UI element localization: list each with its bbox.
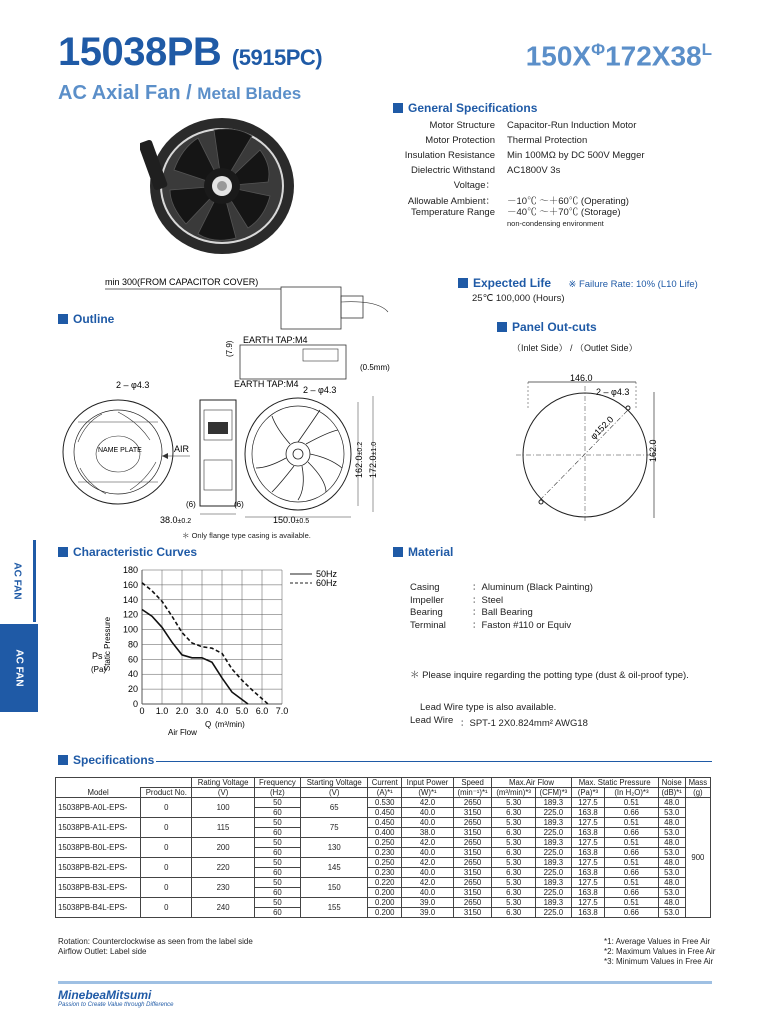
legend-60hz-label: 60Hz xyxy=(316,578,338,588)
cell-model: 15038PB-A1L-EPS- xyxy=(56,818,141,838)
y-tick-label: 160 xyxy=(122,579,138,590)
series-line-60Hz xyxy=(142,583,268,704)
spec-row: Motor Structure Capacitor-Run Induction Motor xyxy=(429,120,637,131)
cutout-width-label: 146.0 xyxy=(570,373,593,383)
spec-row: Insulation Resistance Min 100MΩ by DC 500V Megger xyxy=(404,150,645,161)
cell-value: 0.51 xyxy=(605,818,658,828)
air-label: AIR xyxy=(174,444,190,454)
cell-rating-voltage: 220 xyxy=(192,858,254,878)
y-tick-label: 180 xyxy=(122,565,138,575)
cell-frequency: 60 xyxy=(254,908,300,918)
cell-value: 225.0 xyxy=(536,888,572,898)
table-row xyxy=(56,798,711,808)
lead-min-label: min 300(FROM CAPACITOR COVER) xyxy=(105,277,259,287)
specifications-heading: Specifications xyxy=(58,753,154,767)
cell-value: 39.0 xyxy=(402,908,454,918)
material-heading: Material xyxy=(393,545,453,559)
cell-value: 2650 xyxy=(453,798,491,808)
x-tick-label: 7.0 xyxy=(275,706,289,716)
side-tab-label-b: AC FAN xyxy=(13,649,25,687)
x-tick-label: 2.0 xyxy=(175,706,189,716)
cell-value: 48.0 xyxy=(658,818,685,828)
airflow-note: Airflow Outlet: Label side xyxy=(58,947,147,956)
unit-db: (dB)*¹ xyxy=(658,788,685,798)
material-row: Impeller ：Steel xyxy=(410,594,504,606)
expected-life-heading: Expected Life ※ Failure Rate: 10% (L10 Life) xyxy=(458,276,698,290)
dim-162: 162.0±0.2 xyxy=(354,441,364,478)
earth-tap-2: EARTH TAP:M4 xyxy=(234,379,299,389)
cell-value: 53.0 xyxy=(658,848,685,858)
cell-product-no: 0 xyxy=(141,858,192,878)
cell-starting-voltage: 130 xyxy=(301,838,368,858)
th-input-power: Input Power xyxy=(402,778,454,788)
cell-value: 3150 xyxy=(453,888,491,898)
th-rating-voltage: Rating Voltage xyxy=(192,778,254,788)
cell-value: 0.51 xyxy=(605,858,658,868)
series-line-50Hz xyxy=(142,610,248,705)
cell-value: 127.5 xyxy=(571,898,605,908)
specifications-table xyxy=(55,777,711,918)
cell-value: 0.450 xyxy=(368,818,402,828)
cell-value: 40.0 xyxy=(402,888,454,898)
cell-value: 48.0 xyxy=(658,858,685,868)
cell-value: 127.5 xyxy=(571,818,605,828)
unit-cfm: (CFM)*³ xyxy=(536,788,572,798)
earth-tap-1: EARTH TAP:M4 xyxy=(243,335,308,345)
cell-value: 48.0 xyxy=(658,878,685,888)
cell-product-no: 0 xyxy=(141,818,192,838)
cell-model: 15038PB-B4L-EPS- xyxy=(56,898,141,918)
dim-172: 172.0±1.0 xyxy=(368,441,378,478)
dim-6-a: (6) xyxy=(186,500,196,509)
cell-value: 127.5 xyxy=(571,798,605,808)
y-tick-label: 120 xyxy=(122,609,138,620)
potting-note: ＊ Please inquire regarding the potting type (dust & oil-proof type). xyxy=(410,670,689,681)
cell-value: 0.51 xyxy=(605,838,658,848)
cell-value: 189.3 xyxy=(536,898,572,908)
cell-value: 0.51 xyxy=(605,878,658,888)
x-unit-label: (m³/min) xyxy=(215,720,245,729)
cell-rating-voltage: 115 xyxy=(192,818,254,838)
unit-inh2o: (In H₂O)*³ xyxy=(605,788,658,798)
cell-value: 5.30 xyxy=(492,798,536,808)
th-frequency: Frequency xyxy=(254,778,300,788)
cell-value: 6.30 xyxy=(492,828,536,838)
chart-grid xyxy=(142,570,282,704)
table-row xyxy=(56,838,711,848)
cell-starting-voltage: 75 xyxy=(301,818,368,838)
outline-heading: Outline xyxy=(58,312,114,326)
cell-frequency: 60 xyxy=(254,828,300,838)
cell-value: 0.66 xyxy=(605,888,658,898)
cell-value: 6.30 xyxy=(492,848,536,858)
subtitle-blades: Metal Blades xyxy=(197,84,302,103)
cell-value: 5.30 xyxy=(492,898,536,908)
panel-cutout-drawing xyxy=(508,370,668,530)
company-logo: MinebeaMitsumi xyxy=(58,988,152,1002)
th-starting-voltage: Starting Voltage xyxy=(301,778,368,788)
cell-value: 189.3 xyxy=(536,798,572,808)
cell-value: 225.0 xyxy=(536,808,572,818)
cell-value: 53.0 xyxy=(658,888,685,898)
cell-value: 163.8 xyxy=(571,908,605,918)
ps-label: Ps xyxy=(92,651,103,661)
cell-value: 5.30 xyxy=(492,878,536,888)
dim-7-9: (7.9) xyxy=(225,340,234,357)
cell-value: 0.66 xyxy=(605,868,658,878)
cell-value: 40.0 xyxy=(402,848,454,858)
th-mass: Mass xyxy=(685,778,710,788)
cell-value: 48.0 xyxy=(658,838,685,848)
th-max-static: Max. Static Pressure xyxy=(571,778,658,788)
panel-outcuts-heading: Panel Out-cuts xyxy=(497,320,597,334)
material-row: Terminal ：Faston #110 or Equiv xyxy=(410,619,572,631)
dim-6-b: (6) xyxy=(234,500,244,509)
spec-row-temp: Allowable Ambient： Temperature Range －10℃ ～＋60℃ (Operating) －40℃ ～＋70℃ (Storage) non-condensing environment xyxy=(407,196,629,228)
cell-value: 0.230 xyxy=(368,868,402,878)
cell-value: 0.66 xyxy=(605,908,658,918)
unit-m3: (m³/min)*³ xyxy=(492,788,536,798)
expected-life-value: 25℃ 100,000 (Hours) xyxy=(472,293,565,304)
cell-value: 0.66 xyxy=(605,828,658,838)
cell-value: 0.450 xyxy=(368,808,402,818)
cell-value: 127.5 xyxy=(571,878,605,888)
cell-rating-voltage: 100 xyxy=(192,798,254,818)
alt-model-number: (5915PC) xyxy=(231,45,323,70)
unit-pa: (Pa)*³ xyxy=(571,788,605,798)
cell-value: 0.200 xyxy=(368,908,402,918)
cell-value: 48.0 xyxy=(658,798,685,808)
characteristic-heading: Characteristic Curves xyxy=(58,545,197,559)
cell-model: 15038PB-A0L-EPS- xyxy=(56,798,141,818)
material-row: Casing ：Aluminum (Black Painting) xyxy=(410,582,593,593)
cell-mass: 900 xyxy=(685,798,710,918)
page-title xyxy=(58,30,322,75)
th-noise: Noise xyxy=(658,778,685,788)
cell-value: 3150 xyxy=(453,868,491,878)
spec-heading-rule xyxy=(156,761,712,762)
lead-wire-row xyxy=(410,715,588,729)
table-row xyxy=(56,898,711,908)
cell-value: 53.0 xyxy=(658,868,685,878)
cell-value: 225.0 xyxy=(536,848,572,858)
cell-frequency: 60 xyxy=(254,888,300,898)
cell-value: 189.3 xyxy=(536,878,572,888)
th-speed: Speed xyxy=(453,778,491,788)
unit-speed: (min⁻¹)*¹ xyxy=(453,788,491,798)
cell-value: 0.66 xyxy=(605,808,658,818)
y-tick-label: 40 xyxy=(127,669,138,680)
footnote-3: *3: Minimum Values in Free Air xyxy=(604,957,714,966)
cell-rating-voltage: 240 xyxy=(192,898,254,918)
legend-50hz-label: 50Hz xyxy=(316,569,338,579)
general-specs-heading: General Specifications xyxy=(393,101,537,115)
cell-model: 15038PB-B0L-EPS- xyxy=(56,838,141,858)
cell-value: 39.0 xyxy=(402,898,454,908)
x-tick-label: 3.0 xyxy=(195,706,209,716)
cell-value: 2650 xyxy=(453,878,491,888)
footer-rule xyxy=(58,981,712,984)
cell-frequency: 50 xyxy=(254,858,300,868)
cell-value: 0.51 xyxy=(605,898,658,908)
cell-value: 2650 xyxy=(453,838,491,848)
th-current: Current xyxy=(368,778,402,788)
dim-part-1: 150X xyxy=(525,40,592,72)
y-tick-label: 0 xyxy=(132,699,138,709)
cell-value: 6.30 xyxy=(492,808,536,818)
cell-value: 0.250 xyxy=(368,858,402,868)
th-max-air-flow: Max.Air Flow xyxy=(492,778,571,788)
cell-value: 3150 xyxy=(453,808,491,818)
y-tick-label: 60 xyxy=(127,654,138,665)
y-tick-label: 80 xyxy=(127,639,138,650)
footnotes-right xyxy=(604,937,715,967)
cell-value: 48.0 xyxy=(658,898,685,908)
holes-left-label: 2 – φ4.3 xyxy=(116,380,150,390)
unit-hz: (Hz) xyxy=(254,788,300,798)
cell-starting-voltage: 65 xyxy=(301,798,368,818)
cell-value: 0.400 xyxy=(368,828,402,838)
cutout-holes-label: 2 – φ4.3 xyxy=(596,387,630,397)
cell-value: 163.8 xyxy=(571,888,605,898)
unit-v: (V) xyxy=(192,788,254,798)
side-tab-ac-fan-active[interactable] xyxy=(0,624,38,712)
x-tick-label: 4.0 xyxy=(215,706,229,716)
cell-value: 38.0 xyxy=(402,828,454,838)
x-tick-label: 0 xyxy=(139,706,145,716)
cell-frequency: 60 xyxy=(254,808,300,818)
lead-wire-available: Lead Wire type is also available. xyxy=(420,702,557,713)
cell-model: 15038PB-B2L-EPS- xyxy=(56,858,141,878)
fan-photo xyxy=(140,110,300,260)
footnote-1: *1: Average Values in Free Air xyxy=(604,937,710,946)
cell-value: 0.250 xyxy=(368,838,402,848)
dim-phi: Φ xyxy=(591,40,606,59)
cell-value: 189.3 xyxy=(536,838,572,848)
panel-outcuts-sub: （Inlet Side） / （Outlet Side） xyxy=(512,343,638,353)
cell-frequency: 50 xyxy=(254,838,300,848)
cell-model: 15038PB-B3L-EPS- xyxy=(56,878,141,898)
cell-value: 0.200 xyxy=(368,898,402,908)
y-axis-label: Static Pressure xyxy=(103,616,112,672)
lead-wire-value: ：SPT-1 2X0.824mm² AWG18 xyxy=(460,718,588,729)
dim-part-2: 172X38 xyxy=(605,40,702,72)
cell-value: 225.0 xyxy=(536,908,572,918)
cell-value: 2650 xyxy=(453,818,491,828)
cell-rating-voltage: 230 xyxy=(192,878,254,898)
cell-frequency: 50 xyxy=(254,898,300,908)
side-tab-ac-fan[interactable] xyxy=(0,540,36,622)
cell-value: 3150 xyxy=(453,848,491,858)
cell-value: 0.230 xyxy=(368,848,402,858)
cell-value: 163.8 xyxy=(571,848,605,858)
cell-value: 127.5 xyxy=(571,838,605,848)
unit-sv: (V) xyxy=(301,788,368,798)
q-label: Q xyxy=(205,720,212,729)
table-row xyxy=(56,878,711,888)
cell-value: 3150 xyxy=(453,908,491,918)
dim-150: 150.0±0.5 xyxy=(273,515,310,525)
cell-product-no: 0 xyxy=(141,898,192,918)
cell-frequency: 50 xyxy=(254,798,300,808)
cell-value: 5.30 xyxy=(492,818,536,828)
y-tick-label: 100 xyxy=(122,624,138,635)
cell-value: 6.30 xyxy=(492,868,536,878)
cell-value: 42.0 xyxy=(402,858,454,868)
material-table xyxy=(410,582,593,632)
rotation-note: Rotation: Counterclockwise as seen from the label side xyxy=(58,937,253,946)
cell-value: 42.0 xyxy=(402,878,454,888)
cell-value: 42.0 xyxy=(402,838,454,848)
cell-value: 0.200 xyxy=(368,888,402,898)
side-tab-label-a: AC FAN xyxy=(11,562,22,600)
cell-value: 53.0 xyxy=(658,808,685,818)
table-row xyxy=(56,858,711,868)
cell-value: 40.0 xyxy=(402,818,454,828)
cutout-height-label: 162.0 xyxy=(648,439,658,462)
unit-w: (W)*¹ xyxy=(402,788,454,798)
cell-value: 0.66 xyxy=(605,848,658,858)
th-model-label: Model xyxy=(56,788,141,798)
spec-row: Motor Protection Thermal Protection xyxy=(425,135,588,146)
cell-value: 53.0 xyxy=(658,828,685,838)
cell-frequency: 60 xyxy=(254,868,300,878)
characteristic-chart xyxy=(58,562,358,742)
cell-product-no: 0 xyxy=(141,878,192,898)
x-tick-label: 6.0 xyxy=(255,706,269,716)
cell-value: 2650 xyxy=(453,898,491,908)
cell-starting-voltage: 145 xyxy=(301,858,368,878)
cell-product-no: 0 xyxy=(141,838,192,858)
cell-value: 5.30 xyxy=(492,838,536,848)
cell-value: 40.0 xyxy=(402,808,454,818)
cell-value: 0.220 xyxy=(368,878,402,888)
cell-value: 225.0 xyxy=(536,868,572,878)
y-tick-label: 140 xyxy=(122,594,138,605)
cell-value: 53.0 xyxy=(658,908,685,918)
pa-label: (Pa) xyxy=(91,665,107,674)
subtitle-main: AC Axial Fan / xyxy=(58,82,192,104)
model-number: 15038PB xyxy=(58,30,222,74)
cell-frequency: 60 xyxy=(254,848,300,858)
cell-value: 0.51 xyxy=(605,798,658,808)
footnote-2: *2: Maximum Values in Free Air xyxy=(604,947,716,956)
x-tick-label: 1.0 xyxy=(155,706,169,716)
general-specs-table xyxy=(392,118,727,229)
cell-value: 5.30 xyxy=(492,858,536,868)
spec-row: Dielectric Withstand Voltage： AC1800V 3s xyxy=(411,165,561,191)
cell-value: 0.530 xyxy=(368,798,402,808)
th-model xyxy=(56,778,192,788)
cell-value: 189.3 xyxy=(536,858,572,868)
failure-rate-note: ※ Failure Rate: 10% (L10 Life) xyxy=(568,279,698,290)
y-tick-label: 20 xyxy=(127,684,138,695)
table-row xyxy=(56,818,711,828)
cell-value: 225.0 xyxy=(536,828,572,838)
cell-value: 127.5 xyxy=(571,858,605,868)
material-row: Bearing ：Ball Bearing xyxy=(410,607,533,618)
unit-g: (g) xyxy=(685,788,710,798)
dim-sup: L xyxy=(701,40,712,59)
name-plate-label: NAME PLATE xyxy=(98,447,142,454)
flange-note: ＊ Only flange type casing is available. xyxy=(182,531,311,540)
cell-value: 163.8 xyxy=(571,868,605,878)
cell-starting-voltage: 155 xyxy=(301,898,368,918)
cell-value: 42.0 xyxy=(402,798,454,808)
outline-drawing xyxy=(58,272,398,544)
product-subtitle xyxy=(58,82,301,105)
company-tagline: Passion to Create Value through Difference xyxy=(58,1002,174,1008)
x-axis-label: Air Flow xyxy=(168,728,197,737)
dim-38: 38.0±0.2 xyxy=(160,515,192,525)
dim-0-5mm: (0.5mm) xyxy=(360,363,390,372)
chart-lines xyxy=(142,583,268,704)
cell-rating-voltage: 200 xyxy=(192,838,254,858)
cutout-diameter-label: φ152.0 xyxy=(588,414,616,442)
cell-frequency: 50 xyxy=(254,818,300,828)
cell-starting-voltage: 150 xyxy=(301,878,368,898)
footnotes-left xyxy=(58,937,253,957)
cell-value: 3150 xyxy=(453,828,491,838)
holes-right-label: 2 – φ4.3 xyxy=(303,385,337,395)
cell-value: 163.8 xyxy=(571,808,605,818)
cell-value: 6.30 xyxy=(492,908,536,918)
lead-wire-key: Lead Wire xyxy=(410,715,454,726)
th-product-no: Product No. xyxy=(141,788,192,798)
unit-a: (A)*¹ xyxy=(368,788,402,798)
cell-frequency: 50 xyxy=(254,878,300,888)
cell-value: 163.8 xyxy=(571,828,605,838)
cell-product-no: 0 xyxy=(141,798,192,818)
cell-value: 2650 xyxy=(453,858,491,868)
dimension-title xyxy=(526,40,712,72)
x-tick-label: 5.0 xyxy=(235,706,249,716)
cell-value: 6.30 xyxy=(492,888,536,898)
cell-value: 40.0 xyxy=(402,868,454,878)
cell-value: 189.3 xyxy=(536,818,572,828)
